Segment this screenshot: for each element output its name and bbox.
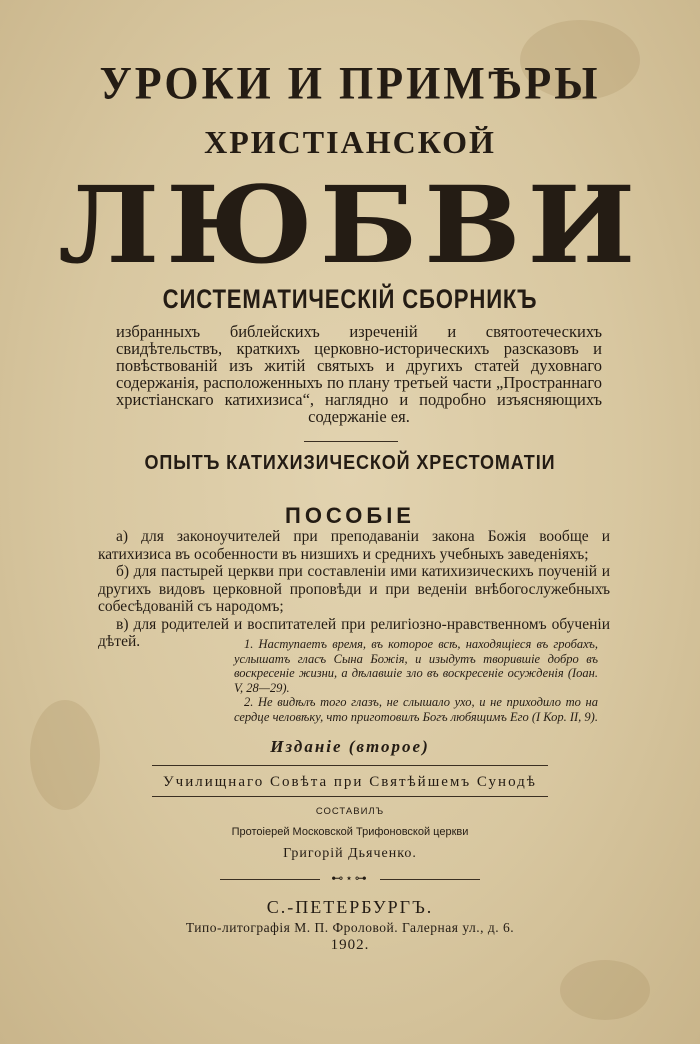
manual-heading: ПОСОБІЕ	[285, 503, 415, 528]
compiled-label: СОСТАВИЛЪ	[315, 806, 385, 817]
divider-rule	[304, 441, 398, 442]
epigraph-quote: 2. Не видѣлъ того глазъ, не слышало ухо, и не приходило то на сердце человѣку, что приготовилъ Богъ любящимъ Его (І Кор. II, 9).	[234, 695, 598, 724]
subtitle: ОПЫТЪ КАТИХИЗИЧЕСКОЙ ХРЕСТОМАТІИ	[144, 452, 556, 474]
description-paragraph: избранныхъ библейскихъ изреченій и святоотеческихъ свидѣтельствъ, краткихъ церковно-историческихъ разсказовъ и повѣствованій изъ житій святыхъ и другихъ статей духовнаго содержанія, расположенныхъ по плану третьей части „Пространнаго христіанскаго катихизиса“, наглядно и подробно изъясняющихъ содержаніе ея.	[116, 322, 602, 426]
epigraph-quote: 1. Наступаетъ время, въ которое всѣ, находящіеся въ гробахъ, услышатъ гласъ Сына Божія, и изыдутъ творившіе добро въ воскресеніе жизни, а дѣлавшіе зло въ воскресеніе осужденія (Іоан. V, 28—29).	[234, 637, 598, 695]
manual-item: в) для родителей и воспитателей при религіозно-нравственномъ обученіи дѣтей.	[98, 615, 610, 650]
title-line-1: УРОКИ И ПРИМѢРЫ	[99, 57, 601, 110]
title-line-2: ХРИСТІАНСКОЙ	[204, 124, 496, 160]
epigraph-quotes	[234, 637, 598, 724]
divider-rule	[152, 765, 548, 766]
title-line-4: СИСТЕМАТИЧЕСКІЙ СБОРНИКЪ	[162, 284, 538, 314]
manual-items	[98, 528, 610, 651]
year: 1902.	[330, 937, 370, 953]
ornament-icon: ⊷⋆⊶	[331, 871, 369, 885]
manual-item: б) для пастырей церкви при составленіи ими катихизическихъ поученій и другихъ видовъ церковной проповѣди и при веденіи внѣбогослужебныхъ собесѣдованій съ народомъ;	[98, 563, 610, 615]
city: С.-ПЕТЕРБУРГЪ.	[266, 897, 434, 917]
divider-rule	[152, 796, 548, 797]
ornament-rule-right	[380, 879, 480, 880]
edition-label: Изданіе (второе)	[270, 737, 430, 756]
paper-stain	[560, 960, 650, 1020]
title-main-word: ЛЮБВИ	[58, 162, 642, 287]
printer: Типо-литографія М. П. Фроловой. Галерная ул., д. 6.	[185, 920, 515, 935]
manual-item: а) для законоучителей при преподаваніи закона Божія вообще и катихизиса въ особенности въ низшихъ и среднихъ учебныхъ заведеніяхъ;	[98, 528, 610, 563]
author-title: Протоіерей Московской Трифоновской церкви	[231, 826, 469, 838]
council-name: Училищнаго Совѣта при Святѣйшемъ Сунодѣ	[163, 774, 537, 790]
author-name: Григорій Дьяченко.	[283, 846, 417, 861]
